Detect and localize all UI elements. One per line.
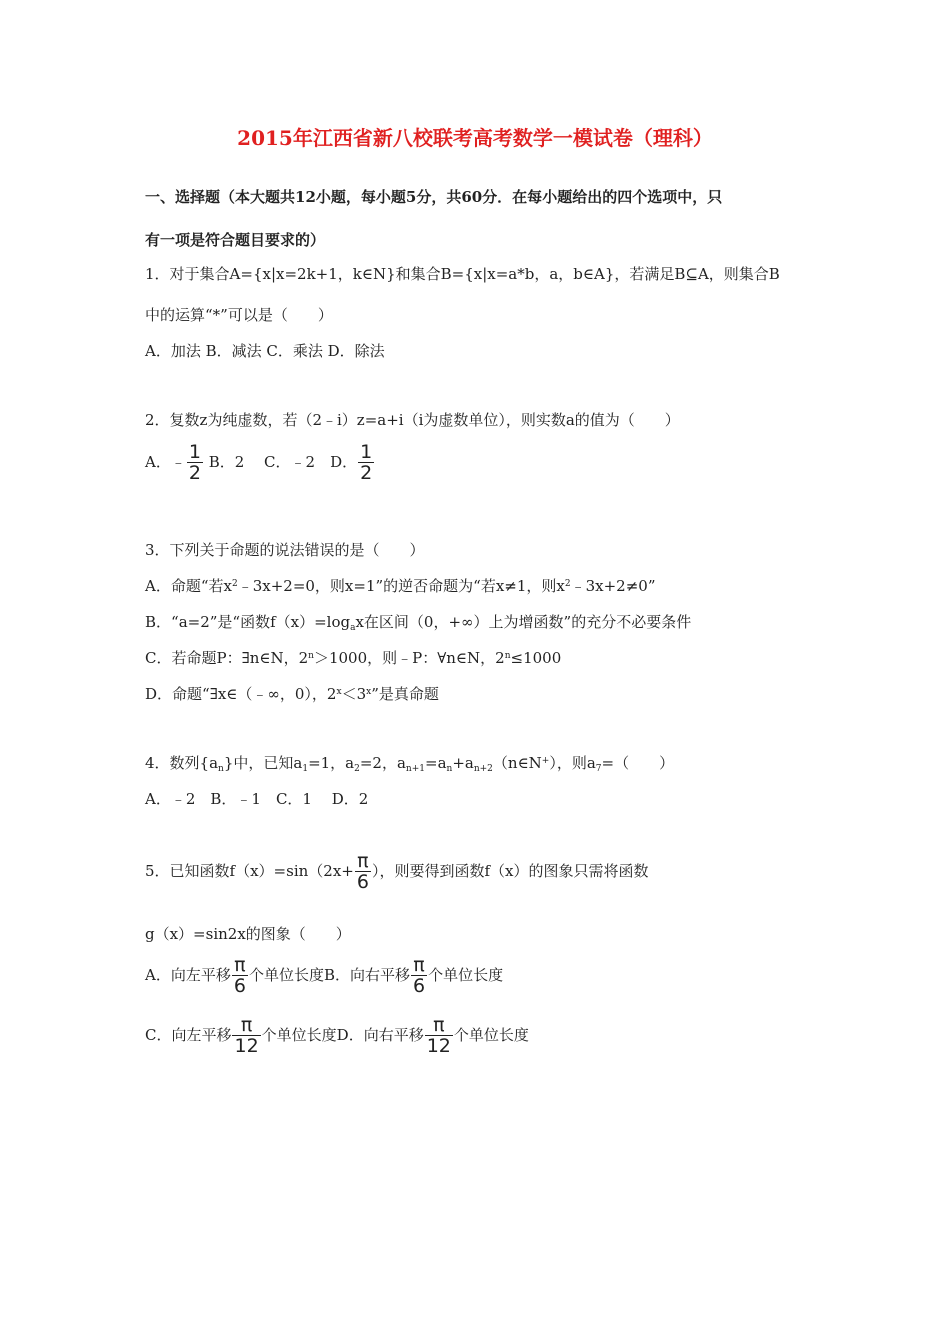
- text-segment: 个单位长度: [453, 1026, 529, 1044]
- text-segment: =1，a: [308, 754, 355, 772]
- fraction-denominator: 2: [188, 462, 201, 484]
- subscript: a: [350, 623, 356, 633]
- superscript: x: [366, 687, 372, 697]
- superscript: n: [504, 651, 511, 661]
- q3-option-c: [145, 647, 561, 668]
- q3-stem: 3．下列关于命题的说法错误的是（ ）: [145, 541, 425, 559]
- text-segment: ），则a: [549, 754, 596, 772]
- q2-options: [145, 443, 375, 483]
- text-segment: 5．已知函数f（x）=sin（2x+: [145, 862, 354, 880]
- fraction-numerator: π: [413, 954, 425, 976]
- text-segment: C．向左平移: [145, 1026, 232, 1044]
- text-segment: ≤1000: [510, 649, 562, 667]
- q5-options-ab: [145, 956, 503, 996]
- text-segment: =a: [425, 754, 447, 772]
- subscript: n+2: [473, 764, 493, 774]
- superscript: 2: [231, 579, 238, 589]
- q5-pi-over-6-fraction: [355, 852, 371, 892]
- q1-stem-line1: 1．对于集合A={x|x=2k+1，k∈N}和集合B={x|x=a*b，a，b∈A}，若满足B⊆A，则集合B: [145, 265, 780, 283]
- text-segment: 个单位长度B．向右平移: [248, 966, 410, 984]
- section-heading-line2: 有一项是符合题目要求的）: [145, 231, 326, 249]
- text-segment: 个单位长度: [428, 966, 504, 984]
- q2-option-d-fraction: [358, 443, 374, 483]
- text-segment: （n∈N: [492, 754, 542, 772]
- text-segment: ﹣3x+2≠0”: [570, 577, 656, 595]
- fraction-denominator: 2: [360, 462, 373, 484]
- superscript: x: [336, 687, 342, 697]
- text-segment: =（ ）: [601, 754, 675, 772]
- q5-option-d-fraction: [425, 1016, 453, 1056]
- fraction-denominator: 12: [234, 1035, 259, 1057]
- text-segment: A．向左平移: [145, 966, 231, 984]
- q1-options: A．加法 B．减法 C．乘法 D．除法: [145, 342, 385, 360]
- q5-option-c-fraction: [232, 1016, 260, 1056]
- q5-stem-line1: [145, 852, 648, 892]
- fraction-numerator: 1: [188, 441, 201, 463]
- text-segment: A．命题“若x: [145, 577, 232, 595]
- fraction-denominator: 12: [426, 1035, 451, 1057]
- subscript: n: [446, 764, 453, 774]
- q2-option-a-fraction: [187, 443, 203, 483]
- text-segment: B．“a=2”是“函数f（x）=log: [145, 613, 351, 631]
- text-segment: 4．数列{a: [145, 754, 219, 772]
- fraction-numerator: π: [357, 850, 369, 872]
- subscript: 1: [302, 764, 309, 774]
- text-segment: C．若命题P：∃n∈N，2: [145, 649, 309, 667]
- q4-stem: [145, 752, 674, 774]
- fraction-numerator: π: [234, 954, 246, 976]
- subscript: n: [218, 764, 224, 774]
- text-segment: x在区间（0，+∞）上为增函数”的充分不必要条件: [355, 613, 692, 631]
- subscript: 2: [354, 764, 360, 774]
- q3-option-a: [145, 575, 656, 596]
- q2-stem: 2．复数z为纯虚数，若（2﹣i）z=a+i（i为虚数单位），则实数a的值为（ ）: [145, 411, 680, 429]
- text-segment: 个单位长度D．向右平移: [261, 1026, 424, 1044]
- text-segment: ＜3: [341, 685, 367, 703]
- fraction-numerator: π: [433, 1014, 445, 1036]
- subscript: n+1: [405, 764, 425, 774]
- text-segment: ”是真命题: [371, 685, 439, 703]
- q3-option-b: [145, 611, 691, 633]
- q5-option-a-fraction: [232, 956, 248, 996]
- text-segment: D．命题“∃x∈（﹣∞，0），2: [145, 685, 337, 703]
- fraction-denominator: 6: [412, 975, 426, 997]
- text-segment: ＞1000，则﹣P：∀n∈N，2: [313, 649, 505, 667]
- superscript: 2: [564, 579, 571, 589]
- subscript: 7: [595, 764, 602, 774]
- fraction-numerator: π: [240, 1014, 253, 1036]
- q2-option-bc: B．2 C．﹣2 D．: [208, 453, 358, 471]
- q4-options: A．﹣2 B．﹣1 C．1 D．2: [145, 790, 369, 808]
- text-segment: ），则要得到函数f（x）的图象只需将函数: [371, 862, 649, 880]
- text-segment: =2，a: [359, 754, 406, 772]
- text-segment: ﹣3x+2=0，则x=1”的逆否命题为“若x≠1，则x: [237, 577, 565, 595]
- q5-options-cd: [145, 1016, 529, 1056]
- superscript: +: [541, 756, 550, 766]
- fraction-denominator: 6: [233, 975, 246, 997]
- q5-option-b-fraction: [411, 956, 427, 996]
- q3-option-d: [145, 683, 439, 704]
- superscript: n: [308, 651, 314, 661]
- q2-option-a-prefix: A．﹣: [145, 453, 186, 471]
- page-title: 2015年江西省新八校联考高考数学一模试卷（理科）: [237, 126, 713, 150]
- section-heading-line1: 一、选择题（本大题共12小题，每小题5分，共60分．在每小题给出的四个选项中，只: [145, 188, 723, 206]
- fraction-numerator: 1: [360, 441, 373, 463]
- q1-stem-line2: 中的运算“*”可以是（ ）: [145, 306, 333, 324]
- text-segment: +a: [452, 754, 474, 772]
- q5-stem-line2: g（x）=sin2x的图象（ ）: [145, 925, 351, 943]
- fraction-denominator: 6: [356, 871, 369, 893]
- text-segment: }中，已知a: [223, 754, 303, 772]
